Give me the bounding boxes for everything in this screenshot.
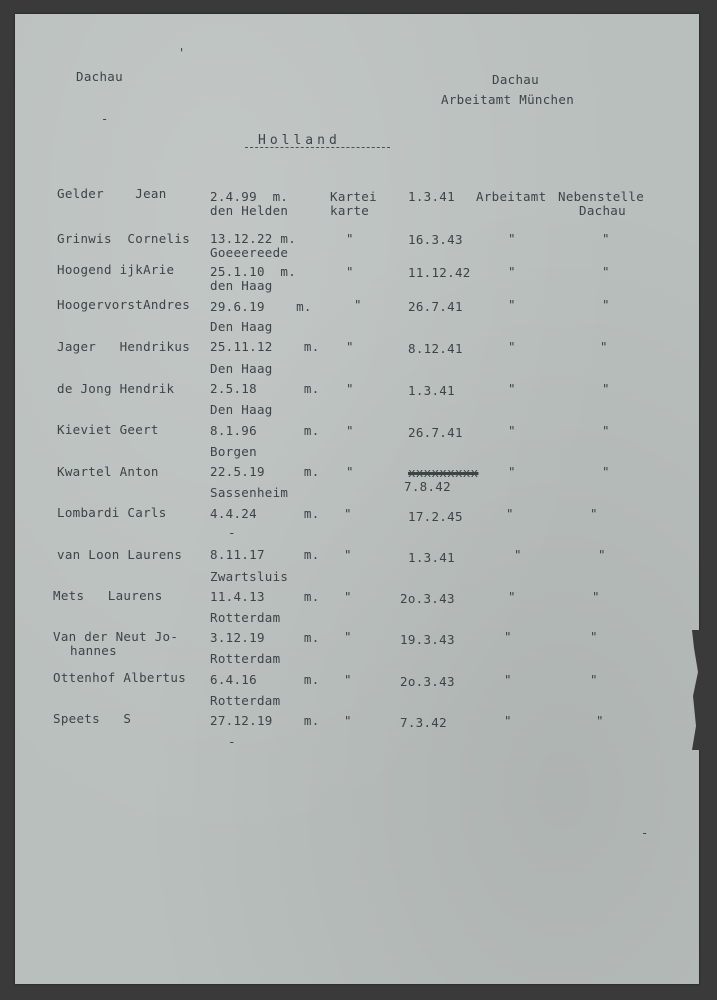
row-place: Den Haag [210,361,273,376]
row-office: " [508,231,516,246]
row-place: - [228,525,236,540]
row-name: van Loon Laurens [57,547,183,562]
row-office: " [506,506,514,521]
row-office: " [504,629,512,644]
row-type: " [346,339,354,354]
row-name: Mets Laurens [53,588,163,603]
row-place: Borgen [210,444,257,459]
row-branch: " [602,297,610,312]
row-date: 2.5.18 m. [210,381,320,396]
document-sheet [15,14,699,984]
row-date: 25.1.10 m. [210,264,297,279]
row-office: " [504,713,512,728]
row-entry: 17.2.45 [408,509,463,524]
row-entry: 1.3.41 [408,189,455,204]
row-date: 6.4.16 m. [210,672,320,687]
row-type: " [354,297,362,312]
row-entry: 8.12.41 [408,341,463,356]
row-entry: 26.7.41 [408,425,463,440]
row-office: " [508,264,516,279]
row-date: 8.11.17 m. [210,547,320,562]
row-branch: " [602,231,610,246]
row-place: den Helden [210,203,289,218]
row-office: " [504,672,512,687]
row-branch: " [590,506,598,521]
row-date: 2.4.99 m. [210,189,289,204]
row-place: Den Haag [210,319,273,334]
row-entry: 2o.3.43 [400,591,455,606]
row-entry: 16.3.43 [408,232,463,247]
header-left: Dachau [76,69,123,84]
row-office: " [514,547,522,562]
row-type: " [346,231,354,246]
row-name: Lombardi Carls [57,505,167,520]
header-right-line2: Arbeitamt München [441,92,575,107]
column-office: Arbeitamt [476,189,547,204]
row-entry: 2o.3.43 [400,674,455,689]
row-entry-struck: xxxxxxxxx [408,465,479,480]
column-type-line1: Kartei [330,189,377,204]
row-date: 13.12.22 m. [210,231,297,246]
row-name: Kieviet Geert [57,422,159,437]
row-place: Rotterdam [210,693,281,708]
row-type: " [344,589,352,604]
row-entry: 7.8.42 [404,479,451,494]
row-branch: " [602,381,610,396]
row-date: 8.1.96 m. [210,423,320,438]
row-type: " [344,506,352,521]
column-branch-line2: Dachau [579,203,626,218]
row-date: 27.12.19 m. [210,713,320,728]
title-underline [245,147,390,154]
row-place: Sassenheim [210,485,289,500]
row-branch: " [590,629,598,644]
row-type: " [346,381,354,396]
stray-mark: ' [178,46,186,60]
row-name: Van der Neut Jo- [53,629,179,644]
row-type: " [346,264,354,279]
row-entry: 11.12.42 [408,265,471,280]
row-office: " [508,339,516,354]
row-branch: " [602,264,610,279]
row-date: 29.6.19 m. [210,299,312,314]
row-name: Hoogend ijkArie [57,262,175,277]
page-title: Holland [258,133,341,148]
stray-mark: - [101,112,109,126]
row-place: Zwartsluis [210,569,289,584]
row-office: " [508,464,516,479]
row-place: Rotterdam [210,610,281,625]
row-date: 3.12.19 m. [210,630,320,645]
row-place: Goeeereede [210,245,289,260]
row-name: Jager Hendrikus [57,339,191,354]
row-place: Den Haag [210,402,273,417]
row-name: Ottenhof Albertus [53,670,187,685]
row-branch: " [596,713,604,728]
row-name: HoogervorstAndres [57,297,191,312]
row-date: 11.4.13 m. [210,589,320,604]
row-name: Speets S [53,711,132,726]
column-branch-line1: Nebenstelle [558,189,645,204]
row-branch: " [592,589,600,604]
row-type: " [344,713,352,728]
row-type: " [344,629,352,644]
row-name: de Jong Hendrik [57,381,175,396]
row-name: Gelder Jean [57,186,167,201]
row-type: " [346,464,354,479]
row-branch: " [590,672,598,687]
row-date: 4.4.24 m. [210,506,320,521]
row-branch: " [602,423,610,438]
row-entry: 1.3.41 [408,550,455,565]
row-type: " [344,547,352,562]
row-type: " [346,423,354,438]
row-place: Rotterdam [210,651,281,666]
row-entry: 26.7.41 [408,299,463,314]
row-place: - [228,734,236,749]
row-branch: " [602,464,610,479]
row-entry: 19.3.43 [400,632,455,647]
row-office: " [508,423,516,438]
row-entry: 1.3.41 [408,383,455,398]
row-place: den Haag [210,278,273,293]
stray-mark: - [641,826,649,840]
row-office: " [508,381,516,396]
row-date: 22.5.19 m. [210,464,320,479]
header-right-line1: Dachau [492,72,539,87]
column-type-line2: karte [330,203,370,218]
row-branch: " [598,547,606,562]
row-name-continued: hannes [70,643,117,658]
row-date: 25.11.12 m. [210,339,320,354]
row-name: Kwartel Anton [57,464,159,479]
row-type: " [344,672,352,687]
row-entry: 7.3.42 [400,715,447,730]
row-name: Grinwis Cornelis [57,231,191,246]
row-branch: " [600,339,608,354]
row-office: " [508,297,516,312]
row-office: " [508,589,516,604]
